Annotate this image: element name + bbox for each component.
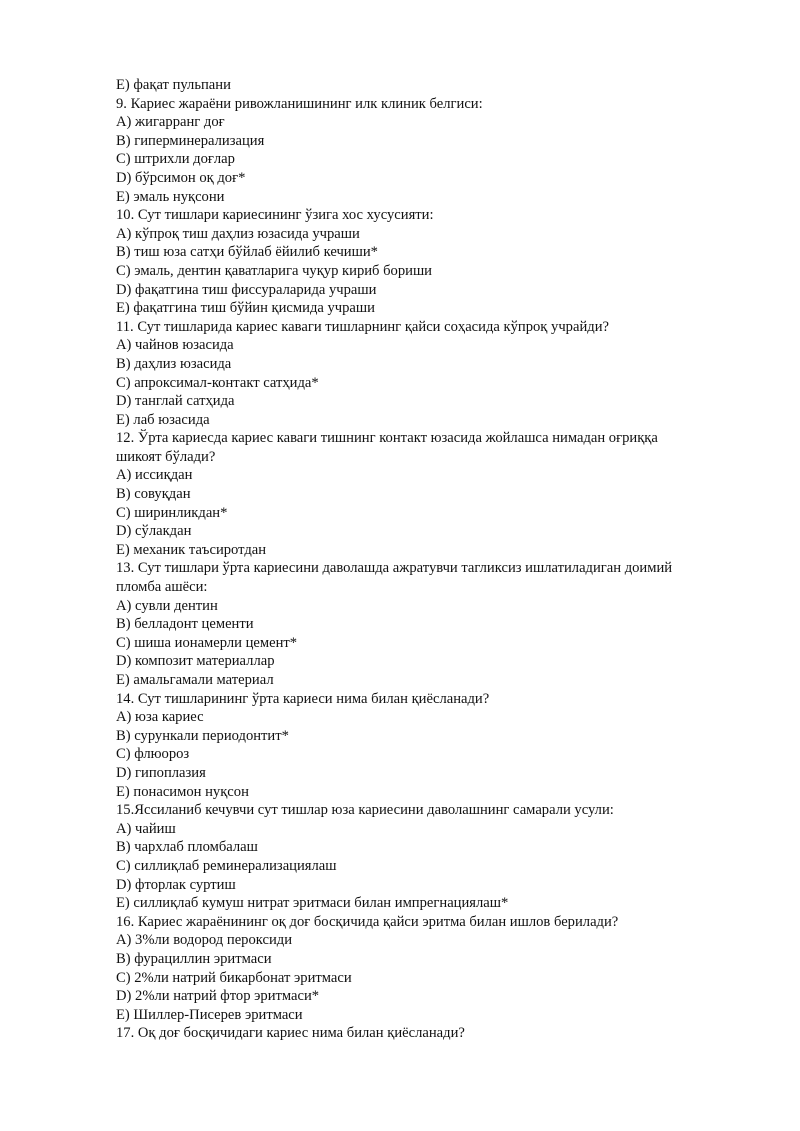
answer-option: Е) лаб юзасида xyxy=(116,411,210,428)
answer-option: С) силлиқлаб реминерализациялаш xyxy=(116,857,337,874)
answer-option: В) сурункали периодонтит* xyxy=(116,727,289,744)
question-text: 11. Сут тишларида кариес каваги тишларнинг қайси соҳасида кўпроқ учрайди? xyxy=(116,318,609,335)
answer-option: В) тиш юза сатҳи бўйлаб ёйилиб кечиши* xyxy=(116,244,378,261)
answer-option: Е) амальгамали материал xyxy=(116,672,274,688)
answer-option: С) штрихли доғлар xyxy=(116,151,235,168)
answer-option: D) фақатгина тиш фиссураларида учраши xyxy=(116,281,377,298)
answer-option: В) белладонт цементи xyxy=(116,616,254,633)
document-page xyxy=(116,76,756,1043)
question-text: 15.Яссиланиб кечувчи сут тишлар юза кариесини даволашнинг самарали усули: xyxy=(116,802,614,819)
answer-option: С) апроксимал-контакт сатҳида* xyxy=(116,374,319,391)
answer-option: С) 2%ли натрий бикарбонат эритмаси xyxy=(116,969,352,986)
answer-option: А) чайнов юзасида xyxy=(116,337,234,354)
answer-option: В) гиперминерализация xyxy=(116,132,265,149)
answer-option: D) танглай сатҳида xyxy=(116,393,235,410)
question-text: 17. Оқ доғ босқичидаги кариес нима билан қиёсланади? xyxy=(116,1025,465,1042)
question-text-continued: шикоят бўлади? xyxy=(116,448,216,465)
answer-option: А) 3%ли водород пероксиди xyxy=(116,932,293,949)
answer-option: Е) силлиқлаб кумуш нитрат эритмаси билан импрегнациялаш* xyxy=(116,895,509,912)
answer-option: А) иссиқдан xyxy=(116,467,193,484)
answer-option: В) совуқдан xyxy=(116,486,191,503)
question-text: 9. Кариес жараёни ривожланишининг илк клиник белгиси: xyxy=(116,95,483,112)
answer-option: D) фторлак суртиш xyxy=(116,876,236,893)
question-text: 16. Кариес жараёнининг оқ доғ босқичида қайси эритма билан ишлов берилади? xyxy=(116,913,619,930)
question-text: 10. Сут тишлари кариесининг ўзига хос хусусияти: xyxy=(116,207,434,224)
answer-option: Е) Шиллер-Писерев эритмаси xyxy=(116,1006,303,1023)
answer-option: В) фурациллин эритмаси xyxy=(116,950,272,967)
answer-option: D) гипоплазия xyxy=(116,764,206,781)
answer-option: Е) эмаль нуқсони xyxy=(116,188,225,205)
answer-option: А) чайиш xyxy=(116,820,176,837)
answer-option: В) даҳлиз юзасида xyxy=(116,355,232,372)
question-text: 13. Сут тишлари ўрта кариесини даволашда ажратувчи тагликсиз ишлатиладиган доимий xyxy=(116,560,673,577)
question-text: 12. Ўрта кариесда кариес каваги тишнинг контакт юзасида жойлашса нимадан оғриққа xyxy=(116,430,658,447)
answer-option: С) ширинликдан* xyxy=(116,504,228,521)
question-text-continued: пломба ашёси: xyxy=(116,579,208,596)
answer-option: Е) фақатгина тиш бўйин қисмида учраши xyxy=(116,300,375,317)
answer-option: D) композит материаллар xyxy=(116,653,275,670)
answer-option: С) флюороз xyxy=(116,746,190,763)
answer-option: E) фақат пульпани xyxy=(116,77,231,93)
answer-option: А) кўпроқ тиш даҳлиз юзасида учраши xyxy=(116,225,360,242)
answer-option: С) шиша ионамерли цемент* xyxy=(116,634,298,651)
answer-option: С) эмаль, дентин қаватларига чуқур кириб бориши xyxy=(116,262,432,279)
answer-option: В) чархлаб пломбалаш xyxy=(116,839,258,856)
question-text: 14. Сут тишларининг ўрта кариеси нима билан қиёсланади? xyxy=(116,690,490,707)
answer-option: А) жигарранг доғ xyxy=(116,114,225,131)
answer-option: А) сувли дентин xyxy=(116,597,218,614)
answer-option: D) 2%ли натрий фтор эритмаси* xyxy=(116,988,320,1005)
answer-option: D) сўлакдан xyxy=(116,523,192,540)
answer-option: Е) понасимон нуқсон xyxy=(116,783,249,800)
answer-option: Е) механик таъсиротдан xyxy=(116,541,267,558)
answer-option: D) бўрсимон оқ доғ* xyxy=(116,169,246,186)
answer-option: А) юза кариес xyxy=(116,709,204,726)
